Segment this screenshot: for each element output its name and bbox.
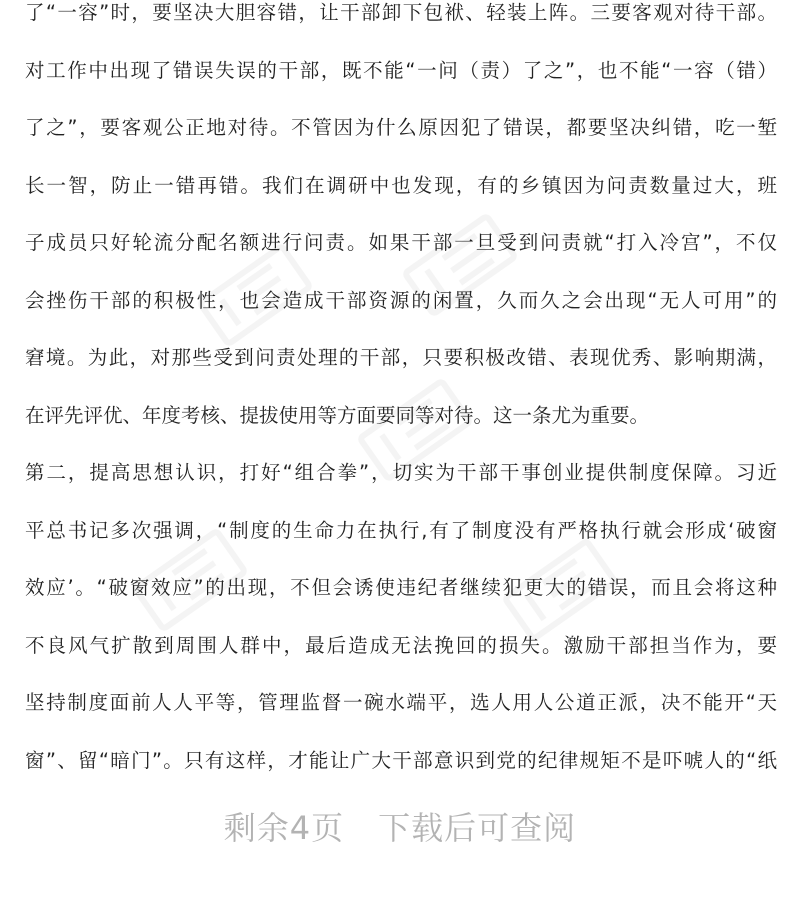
text-line: 长一智，防止一错再错。我们在调研中也发现，有的乡镇因为问责数量过大，班 xyxy=(25,173,777,197)
text-line: 坚持制度面前人人平等，管理监督一碗水端平，选人用人公道正派，决不能开“天 xyxy=(25,691,777,714)
text-line: 第二，提高思想认识，打好“组合拳”，切实为干部干事创业提供制度保障。习近 xyxy=(25,461,777,484)
text-line: 了“一容”时，要坚决大胆容错，让干部卸下包袱、轻装上阵。三要客观对待干部。 xyxy=(25,1,777,24)
remaining-pages-label: 剩余4页 xyxy=(223,809,345,847)
text-line: 会挫伤干部的积极性，也会造成干部资源的闲置，久而久之会出现“无人可用”的 xyxy=(25,288,777,312)
text-line: 不良风气扩散到周围人群中，最后造成无法挽回的损失。激励干部担当作为，要 xyxy=(25,633,777,657)
text-line: 子成员只好轮流分配名额进行问责。如果干部一旦受到问责就“打入冷宫”，不仅 xyxy=(25,231,777,254)
text-line: 平总书记多次强调，“制度的生命力在执行,有了制度没有严格执行就会形成‘破窗 xyxy=(25,518,777,542)
text-line: 在评先评优、年度考核、提拔使用等方面要同等对待。这一条尤为重要。 xyxy=(25,403,650,427)
text-line: 窗”、留“暗门”。只有这样，才能让广大干部意识到党的纪律规矩不是吓唬人的“纸 xyxy=(25,748,777,772)
text-line: 窘境。为此，对那些受到问责处理的干部，只要积极改错、表现优秀、影响期满， xyxy=(25,346,777,369)
text-line: 效应’。“破窗效应”的出现，不但会诱使违纪者继续犯更大的错误，而且会将这种 xyxy=(25,576,777,599)
download-prompt[interactable] xyxy=(0,800,800,856)
download-to-view-label: 下载后可查阅 xyxy=(378,809,577,847)
text-line: 对工作中出现了错误失误的干部，既不能“一问（责）了之”，也不能“一容（错） xyxy=(25,58,777,82)
document-body xyxy=(25,0,777,789)
text-line: 了之”，要客观公正地对待。不管因为什么原因犯了错误，都要坚决纠错，吃一堑 xyxy=(25,116,777,139)
